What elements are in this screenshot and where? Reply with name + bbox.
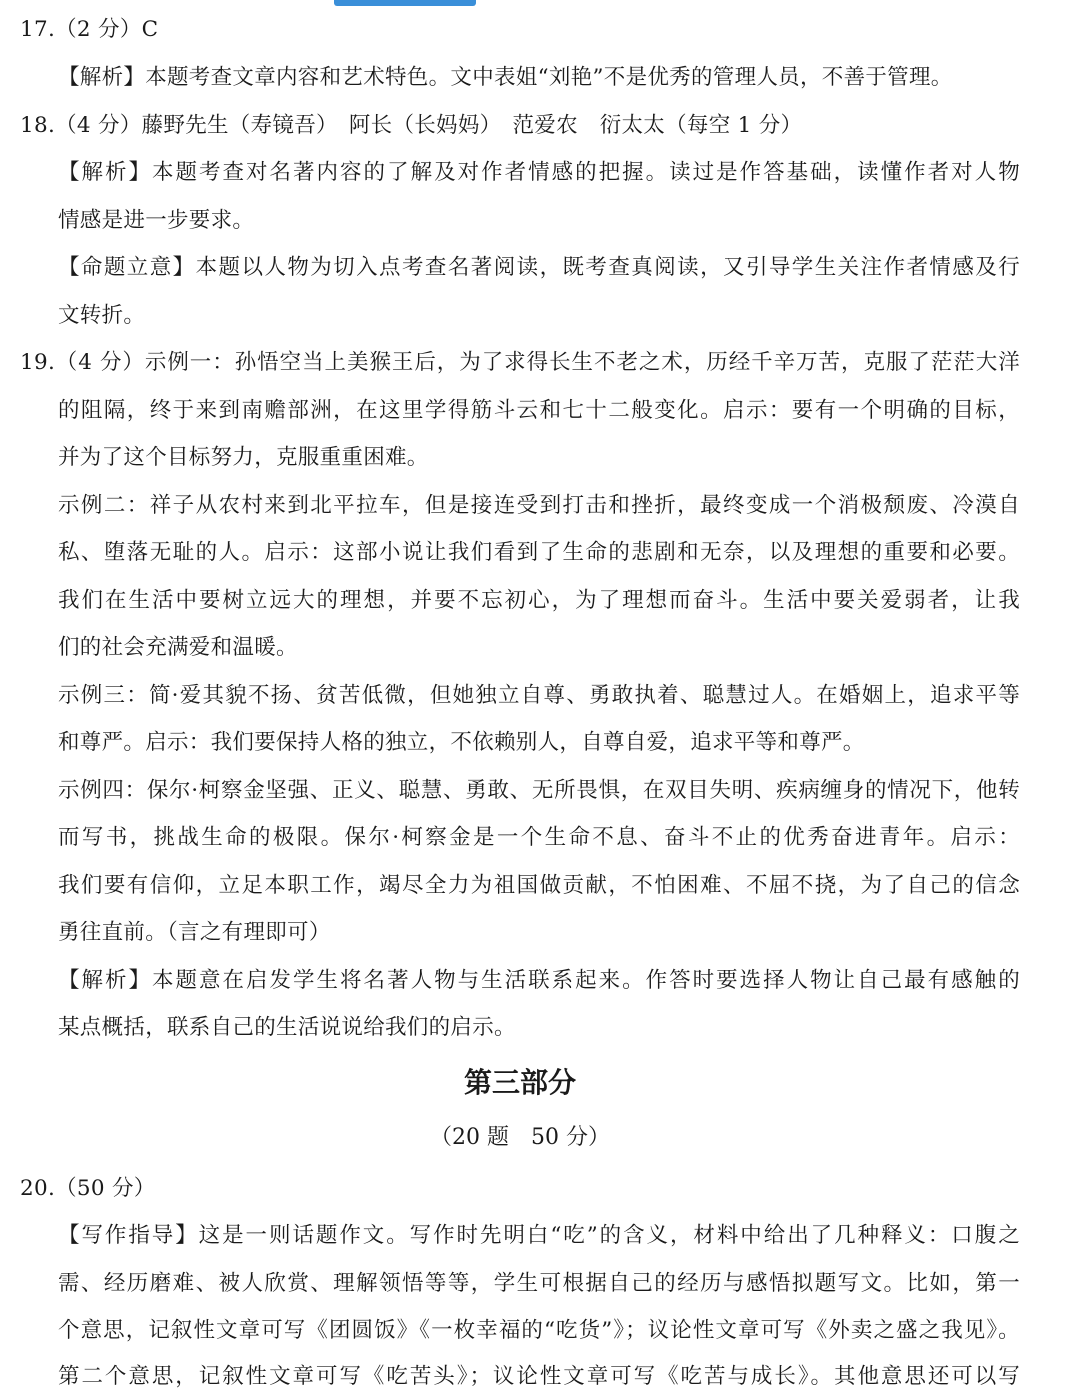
intent-18-line-1: 【命题立意】本题以人物为切入点考查名著阅读，既考查真阅读，又引导学生关注作者情感及行 bbox=[58, 255, 1020, 280]
analysis-17: 【解析】本题考查文章内容和艺术特色。文中表姐“刘艳”不是优秀的管理人员，不善于管理。 bbox=[58, 65, 953, 90]
answer-17: 17.（2 分）C bbox=[20, 17, 159, 42]
example-2-line-1: 示例二：祥子从农村来到北平拉车，但是接连受到打击和挫折，最终变成一个消极颓废、冷漠自 bbox=[58, 493, 1020, 518]
analysis-18-line-1: 【解析】本题考查对名著内容的了解及对作者情感的把握。读过是作答基础，读懂作者对人物 bbox=[58, 160, 1020, 185]
intent-18-line-2: 文转折。 bbox=[58, 303, 146, 328]
section-subtitle: （20 题 50 分） bbox=[430, 1125, 610, 1150]
example-3-line-1: 示例三：简·爱其貌不扬、贫苦低微，但她独立自尊、勇敢执着、聪慧过人。在婚姻上，追求平等 bbox=[58, 683, 1020, 708]
analysis-19-line-2: 某点概括，联系自己的生活说说给我们的启示。 bbox=[58, 1015, 516, 1040]
example-2-line-4: 们的社会充满爱和温暖。 bbox=[58, 635, 298, 660]
example-2-line-3: 我们在生活中要树立远大的理想，并要不忘初心，为了理想而奋斗。生活中要关爱弱者，让我 bbox=[58, 588, 1020, 613]
guide-20-line-1: 【写作指导】这是一则话题作文。写作时先明白“吃”的含义，材料中给出了几种释义：口腹之 bbox=[58, 1223, 1020, 1248]
example-2-line-2: 私、堕落无耻的人。启示：这部小说让我们看到了生命的悲剧和无奈，以及理想的重要和必要。 bbox=[58, 540, 1020, 565]
example-4-line-3: 我们要有信仰，立足本职工作，竭尽全力为祖国做贡献，不怕困难、不屈不挠，为了自己的信念 bbox=[58, 873, 1020, 898]
example-4-line-1: 示例四：保尔·柯察金坚强、正义、聪慧、勇敢、无所畏惧，在双目失明、疾病缠身的情况下，他转 bbox=[58, 778, 1020, 803]
answer-19-line-2: 的阻隔，终于来到南赡部洲，在这里学得筋斗云和七十二般变化。启示：要有一个明确的目标， bbox=[58, 398, 1020, 423]
answer-19-line-1: 19.（4 分）示例一：孙悟空当上美猴王后，为了求得长生不老之术，历经千辛万苦，克服了茫茫大洋 bbox=[20, 350, 1020, 375]
example-3-line-2: 和尊严。启示：我们要保持人格的独立，不依赖别人，自尊自爱，追求平等和尊严。 bbox=[58, 730, 865, 755]
guide-20-line-3: 个意思，记叙性文章可写《团圆饭》《一枚幸福的“吃货”》；议论性文章可写《外卖之盛之我见》。 bbox=[58, 1318, 1020, 1343]
guide-20-line-2: 需、经历磨难、被人欣赏、理解领悟等等，学生可根据自己的经历与感悟拟题写文。比如，第一 bbox=[58, 1271, 1020, 1296]
guide-20-line-4: 第二个意思，记叙性文章可写《吃苦头》；议论性文章可写《吃苦与成长》。其他意思还可以写 bbox=[58, 1364, 1020, 1389]
example-4-line-4: 勇往直前。（言之有理即可） bbox=[58, 920, 331, 945]
answer-18: 18.（4 分）藤野先生（寿镜吾） 阿长（长妈妈） 范爱农 衍太太（每空 1 分） bbox=[20, 113, 803, 138]
example-4-line-2: 而写书，挑战生命的极限。保尔·柯察金是一个生命不息、奋斗不止的优秀奋进青年。启示： bbox=[58, 825, 1020, 850]
section-title: 第三部分 bbox=[463, 1066, 576, 1099]
answer-20: 20.（50 分） bbox=[20, 1176, 156, 1201]
analysis-19-line-1: 【解析】本题意在启发学生将名著人物与生活联系起来。作答时要选择人物让自己最有感触的 bbox=[58, 968, 1020, 993]
analysis-18-line-2: 情感是进一步要求。 bbox=[58, 208, 255, 233]
scroll-indicator-bar bbox=[334, 0, 476, 6]
answer-19-line-3: 并为了这个目标努力，克服重重困难。 bbox=[58, 445, 429, 470]
